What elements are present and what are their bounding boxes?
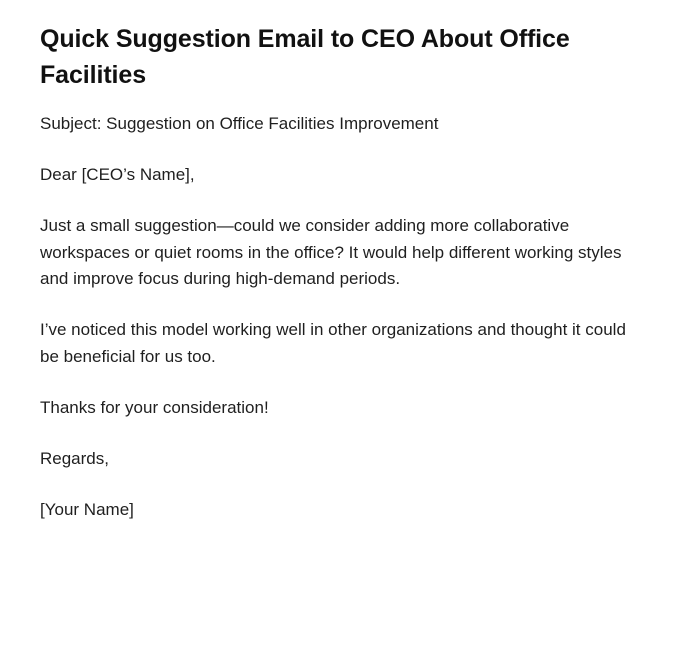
email-body-paragraph-1: Just a small suggestion—could we consider adding more collaborative workspaces or quiet rooms in the office? It would help different working styles and improve focus during high-demand periods. [40,215,622,289]
email-subject-line: Subject: Suggestion on Office Facilities Improvement [40,114,439,133]
email-salutation: Dear [CEO’s Name], [40,164,195,184]
email-signature-name: [Your Name] [40,499,134,519]
email-body-paragraph-2: I’ve noticed this model working well in other organizations and thought it could be beneficial for us too. [40,320,626,367]
email-closing-thanks: Thanks for your consideration! [40,398,269,418]
email-signoff: Regards, [40,448,109,468]
page-title: Quick Suggestion Email to CEO About Office Facilities [40,25,570,89]
